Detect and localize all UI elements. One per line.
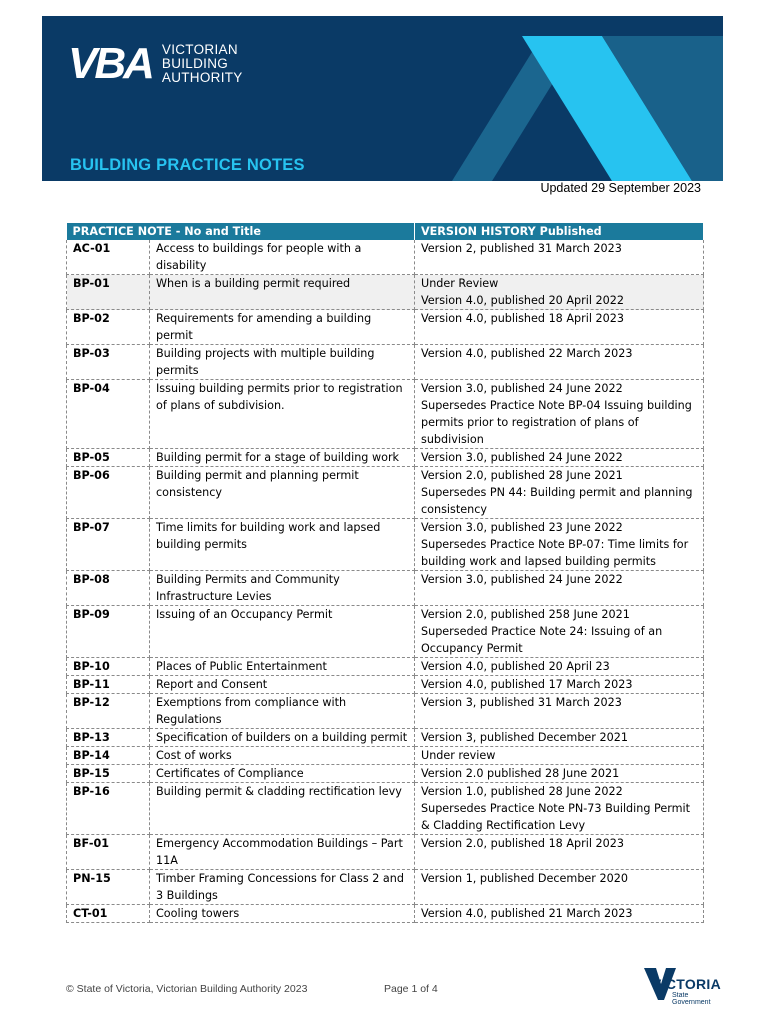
table-row xyxy=(67,694,704,729)
table-row xyxy=(67,467,704,519)
practice-note-title: Places of Public Entertainment xyxy=(150,658,415,676)
practice-note-title: Issuing of an Occupancy Permit xyxy=(150,606,415,658)
table-row xyxy=(67,835,704,870)
version-history: Under review xyxy=(415,747,704,765)
vba-logo xyxy=(68,39,243,88)
column-header-version-history: VERSION HISTORY Published xyxy=(415,223,704,240)
practice-note-title: Requirements for amending a building permit xyxy=(150,310,415,345)
victoria-logo-sub-line: Government xyxy=(672,999,711,1006)
victoria-state-government-logo xyxy=(644,966,724,1014)
column-header-practice-note: PRACTICE NOTE - No and Title xyxy=(67,223,415,240)
practice-note-code: BP-07 xyxy=(67,519,150,571)
practice-note-title: Specification of builders on a building permit xyxy=(150,729,415,747)
version-history: Version 1, published December 2020 xyxy=(415,870,704,905)
practice-note-title: Emergency Accommodation Buildings – Part 11A xyxy=(150,835,415,870)
practice-note-code: BP-12 xyxy=(67,694,150,729)
practice-note-code: BF-01 xyxy=(67,835,150,870)
version-history: Version 2.0 published 28 June 2021 xyxy=(415,765,704,783)
practice-note-title: Report and Consent xyxy=(150,676,415,694)
version-history: Version 3.0, published 24 June 2022 xyxy=(415,449,704,467)
practice-note-title: Access to buildings for people with a disability xyxy=(150,240,415,275)
table-row xyxy=(67,275,704,310)
version-history: Version 1.0, published 28 June 2022 Supersedes Practice Note PN-73 Building Permit & Cladding Rectification Levy xyxy=(415,783,704,835)
practice-note-code: BP-16 xyxy=(67,783,150,835)
version-history: Version 2.0, published 28 June 2021 Supersedes PN 44: Building permit and planning consistency xyxy=(415,467,704,519)
practice-note-code: BP-03 xyxy=(67,345,150,380)
version-history: Version 2.0, published 258 June 2021 Superseded Practice Note 24: Issuing of an Occupancy Permit xyxy=(415,606,704,658)
page-title: BUILDING PRACTICE NOTES xyxy=(70,156,305,174)
practice-note-title: Exemptions from compliance with Regulations xyxy=(150,694,415,729)
practice-note-code: BP-02 xyxy=(67,310,150,345)
table-row xyxy=(67,783,704,835)
table-row xyxy=(67,606,704,658)
table-row xyxy=(67,380,704,449)
practice-note-title: Building Permits and Community Infrastructure Levies xyxy=(150,571,415,606)
table-body xyxy=(67,240,704,923)
table-header-row xyxy=(67,223,704,240)
practice-note-code: AC-01 xyxy=(67,240,150,275)
practice-note-code: BP-14 xyxy=(67,747,150,765)
table-row xyxy=(67,870,704,905)
vba-logo-words xyxy=(162,43,243,85)
version-history: Version 3.0, published 24 June 2022 xyxy=(415,571,704,606)
practice-note-title: Issuing building permits prior to registration of plans of subdivision. xyxy=(150,380,415,449)
table-row xyxy=(67,345,704,380)
practice-note-title: Timber Framing Concessions for Class 2 and 3 Buildings xyxy=(150,870,415,905)
table-row xyxy=(67,449,704,467)
updated-date: Updated 29 September 2023 xyxy=(540,181,701,195)
practice-note-title: Building permit & cladding rectification levy xyxy=(150,783,415,835)
table-row xyxy=(67,310,704,345)
practice-note-code: PN-15 xyxy=(67,870,150,905)
version-history: Version 3.0, published 24 June 2022 Supersedes Practice Note BP-04 Issuing building permits prior to registration of plans of subdivision xyxy=(415,380,704,449)
practice-note-code: BP-04 xyxy=(67,380,150,449)
version-history: Version 4.0, published 18 April 2023 xyxy=(415,310,704,345)
practice-note-title: Cost of works xyxy=(150,747,415,765)
practice-note-title: When is a building permit required xyxy=(150,275,415,310)
table-row xyxy=(67,765,704,783)
table-row xyxy=(67,747,704,765)
version-history: Version 4.0, published 20 April 23 xyxy=(415,658,704,676)
table-row xyxy=(67,658,704,676)
practice-note-title: Cooling towers xyxy=(150,905,415,923)
version-history: Version 4.0, published 21 March 2023 xyxy=(415,905,704,923)
vba-logo-word: AUTHORITY xyxy=(161,70,243,85)
practice-note-title: Building permit for a stage of building work xyxy=(150,449,415,467)
table-row xyxy=(67,905,704,923)
table-row xyxy=(67,729,704,747)
practice-note-code: BP-10 xyxy=(67,658,150,676)
practice-note-code: BP-13 xyxy=(67,729,150,747)
victoria-logo-sub xyxy=(672,992,711,1006)
vba-logo-word: BUILDING xyxy=(161,56,229,71)
version-history: Version 2, published 31 March 2023 xyxy=(415,240,704,275)
practice-note-code: BP-01 xyxy=(67,275,150,310)
page-number: Page 1 of 4 xyxy=(384,983,438,995)
practice-note-code: BP-15 xyxy=(67,765,150,783)
table-row xyxy=(67,240,704,275)
version-history: Version 2.0, published 18 April 2023 xyxy=(415,835,704,870)
practice-note-title: Certificates of Compliance xyxy=(150,765,415,783)
practice-note-code: BP-08 xyxy=(67,571,150,606)
practice-note-code: BP-09 xyxy=(67,606,150,658)
practice-note-title: Building projects with multiple building permits xyxy=(150,345,415,380)
practice-note-title: Time limits for building work and lapsed building permits xyxy=(150,519,415,571)
table-row xyxy=(67,519,704,571)
version-history: Version 4.0, published 17 March 2023 xyxy=(415,676,704,694)
version-history: Version 4.0, published 22 March 2023 xyxy=(415,345,704,380)
vba-logo-word: VICTORIAN xyxy=(161,42,238,57)
footer-copyright: © State of Victoria, Victorian Building Authority 2023 xyxy=(66,983,308,995)
version-history: Under Review Version 4.0, published 20 April 2022 xyxy=(415,275,704,310)
header-banner xyxy=(42,16,723,181)
table-row xyxy=(67,676,704,694)
practice-note-code: BP-06 xyxy=(67,467,150,519)
version-history: Version 3, published 31 March 2023 xyxy=(415,694,704,729)
practice-note-title: Building permit and planning permit consistency xyxy=(150,467,415,519)
practice-note-code: BP-05 xyxy=(67,449,150,467)
practice-notes-table xyxy=(66,223,704,923)
practice-note-code: BP-11 xyxy=(67,676,150,694)
table-row xyxy=(67,571,704,606)
victoria-logo-word: VICTORIA xyxy=(652,976,722,992)
version-history: Version 3, published December 2021 xyxy=(415,729,704,747)
practice-note-code: CT-01 xyxy=(67,905,150,923)
victoria-logo-sub-line: State xyxy=(672,992,689,999)
vba-logo-mark: VBA xyxy=(68,39,152,88)
version-history: Version 3.0, published 23 June 2022 Supersedes Practice Note BP-07: Time limits for building work and lapsed building permits xyxy=(415,519,704,571)
